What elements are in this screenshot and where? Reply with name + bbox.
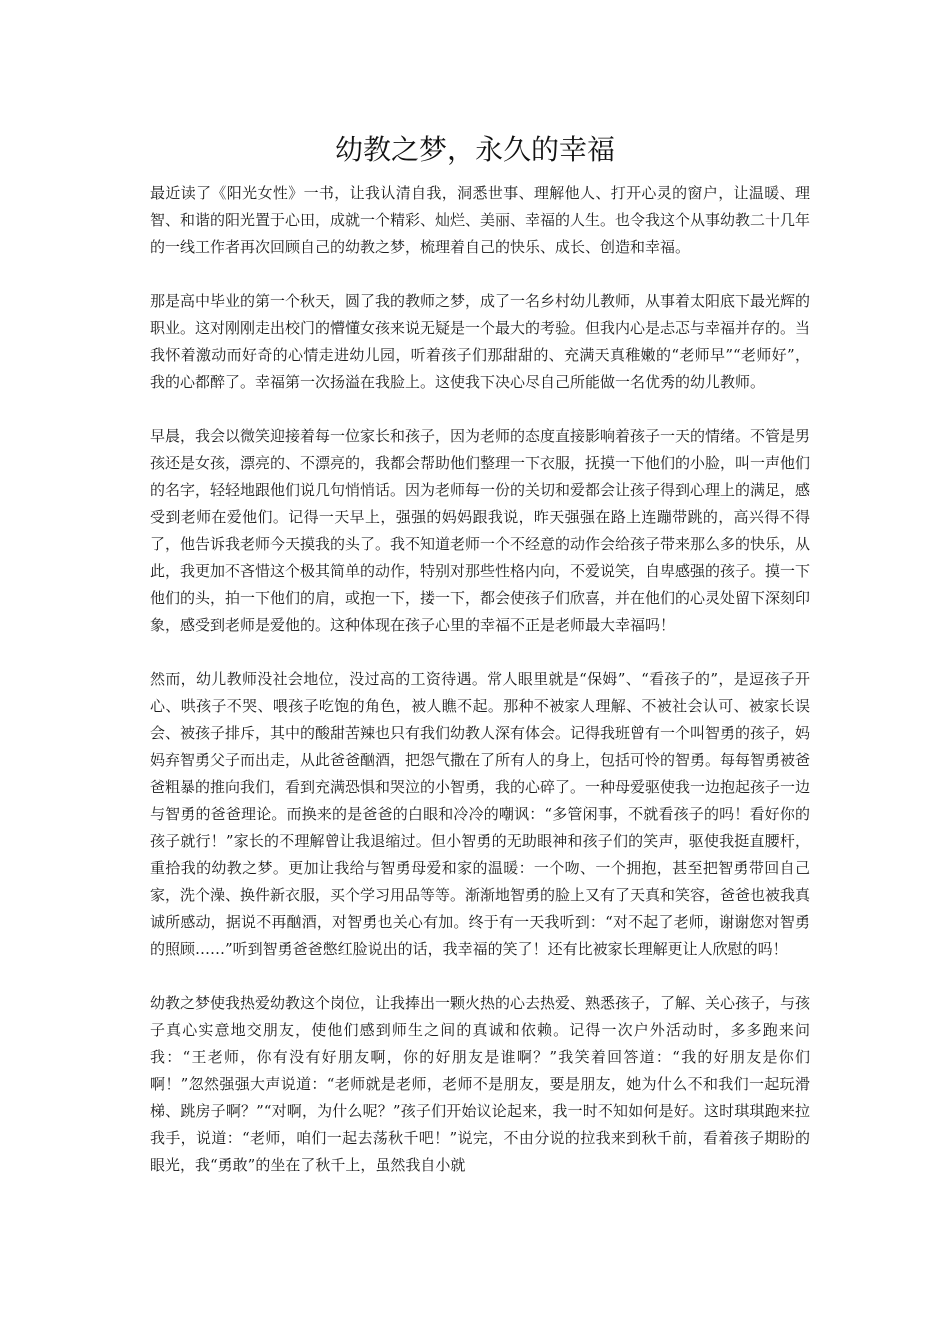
document-body [150,180,810,1206]
paragraph-2: 那是高中毕业的第一个秋天，圆了我的教师之梦，成了一名乡村幼儿教师，从事着太阳底下最光辉的职业。这对刚刚走出校门的懵懂女孩来说无疑是一个最大的考验。但我内心是忐忑与幸福并存的。当我怀着激动而好奇的心情走进幼儿园，听着孩子们那甜甜的、充满天真稚嫩的“老师早”“老师好”，我的心都醉了。幸福第一次扬溢在我脸上。这使我下决心尽自己所能做一名优秀的幼儿教师。 [150,292,811,391]
paragraph-5: 幼教之梦使我热爱幼教这个岗位，让我捧出一颗火热的心去热爱、熟悉孩子，了解、关心孩子，与孩子真心实意地交朋友，使他们感到师生之间的真诚和依赖。记得一次户外活动时，多多跑来问我：“王老师，你有没有好朋友啊，你的好朋友是谁啊？”我笑着回答道：“我的好朋友是你们啊！”忽然强强大声说道：“老师就是老师，老师不是朋友，要是朋友，她为什么不和我们一起玩滑梯、跳房子啊？”“对啊，为什么呢？”孩子们开始议论起来，我一时不知如何是好。这时琪琪跑来拉我手，说道：“老师，咱们一起去荡秋千吧！”说完，不由分说的拉我来到秋千前，看着孩子期盼的眼光，我“勇敢”的坐在了秋千上，虽然我自小就 [150,994,811,1174]
paragraph-4: 然而，幼儿教师没社会地位，没过高的工资待遇。常人眼里就是“保姆”、“看孩子的”，是逗孩子开心、哄孩子不哭、喂孩子吃饱的角色，被人瞧不起。那种不被家人理解、不被社会认可、被家长误会、被孩子排斥，其中的酸甜苦辣也只有我们幼教人深有体会。记得我班曾有一个叫智勇的孩子，妈妈弃智勇父子而出走，从此爸爸酗酒，把怨气撒在了所有人的身上，包括可怜的智勇。每每智勇被爸爸粗暴的推向我们，看到充满恐惧和哭泣的小智勇，我的心碎了。一种母爱驱使我一边抱起孩子一边与智勇的爸爸理论。而换来的是爸爸的白眼和冷冷的嘲讽：“多管闲事，不就看孩子的吗！看好你的孩子就行！”家长的不理解曾让我退缩过。但小智勇的无助眼神和孩子们的笑声，驱使我挺直腰杆，重拾我的幼教之梦。更加让我给与智勇母爱和家的温暖：一个吻、一个拥抱，甚至把智勇带回自己家，洗个澡、换件新衣服，买个学习用品等等。渐渐地智勇的脸上又有了天真和笑容，爸爸也被我真诚所感动，据说不再酗酒，对智勇也关心有加。终于有一天我听到：“对不起了老师，谢谢您对智勇的照顾……”听到智勇爸爸憋红脸说出的话，我幸福的笑了！还有比被家长理解更让人欣慰的吗！ [150,670,811,958]
paragraph-1: 最近读了《阳光女性》一书，让我认清自我，洞悉世事、理解他人、打开心灵的窗户，让温暖、理智、和谐的阳光置于心田，成就一个精彩、灿烂、美丽、幸福的人生。也令我这个从事幼教二十几年的一线工作者再次回顾自己的幼教之梦，梳理着自己的快乐、成长、创造和幸福。 [150,184,811,256]
paragraph-3: 早晨，我会以微笑迎接着每一位家长和孩子，因为老师的态度直接影响着孩子一天的情绪。不管是男孩还是女孩，漂亮的、不漂亮的，我都会帮助他们整理一下衣服，抚摸一下他们的小脸，叫一声他们的名字，轻轻地跟他们说几句悄悄话。因为老师每一份的关切和爱都会让孩子得到心理上的满足，感受到老师在爱他们。记得一天早上，强强的妈妈跟我说，昨天强强在路上连蹦带跳的，高兴得不得了，他告诉我老师今天摸我的头了。我不知道老师一个不经意的动作会给孩子带来那么多的快乐，从此，我更加不吝惜这个极其简单的动作，特别对那些性格内向，不爱说笑，自卑感强的孩子。摸一下他们的头，拍一下他们的肩，或抱一下，搂一下，都会使孩子们欣喜，并在他们的心灵处留下深刻印象，感受到老师是爱他的。这种体现在孩子心里的幸福不正是老师最大幸福吗！ [150,427,811,634]
document-title: 幼教之梦，永久的幸福 [334,133,615,166]
